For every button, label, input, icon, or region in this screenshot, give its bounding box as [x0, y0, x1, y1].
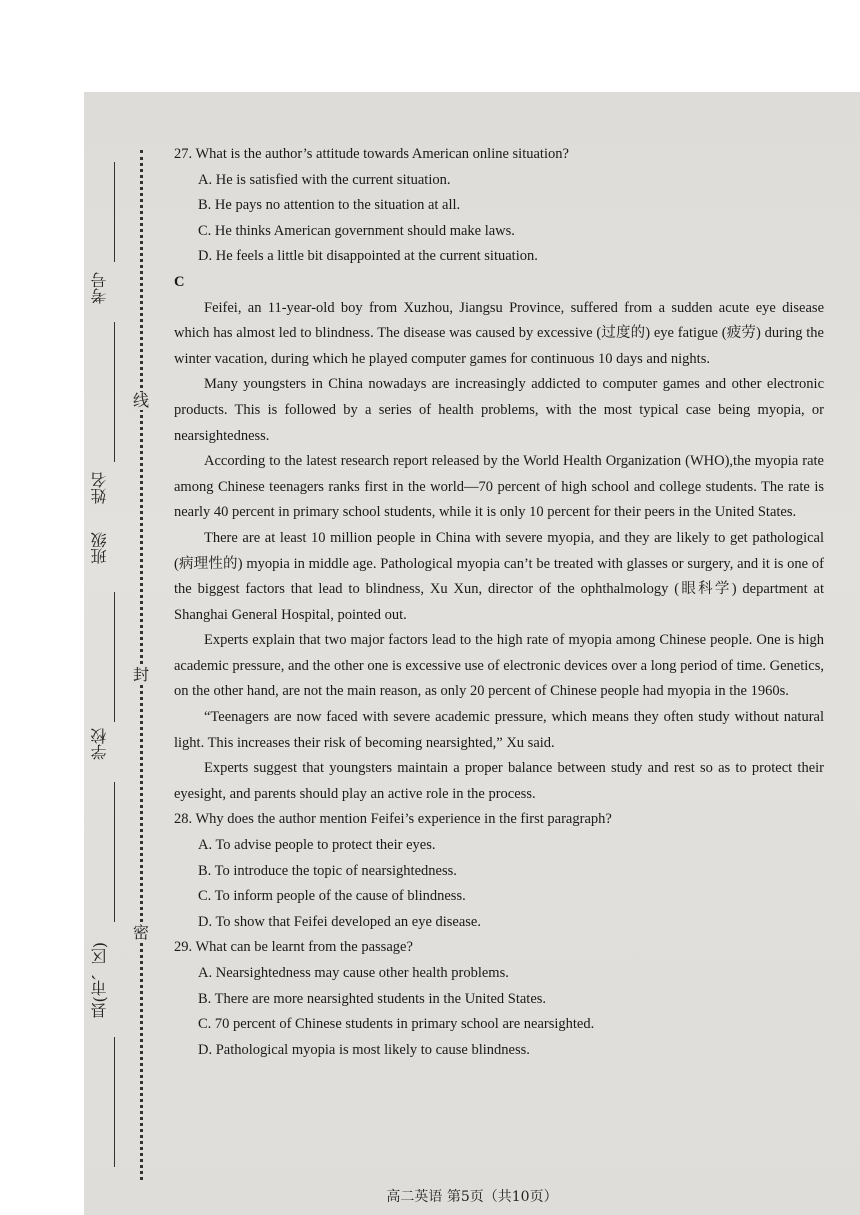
passage-paragraph: “Teenagers are now faced with severe academic pressure, which means they often study without natural light. This increases their risk of becoming nearsighted,” Xu said. [174, 709, 824, 751]
option-a: A. He is satisfied with the current situation. [198, 171, 451, 188]
question-stem: 27. What is the author’s attitude towards American online situation? [174, 146, 569, 162]
question-28 [174, 807, 824, 935]
option-d: D. To show that Feifei developed an eye disease. [198, 913, 481, 930]
field-exam-number: 考号 [90, 272, 109, 304]
reading-passage [174, 296, 824, 808]
option-c: C. To inform people of the cause of blindness. [198, 888, 466, 905]
field-line [114, 782, 115, 922]
passage-paragraph: Feifei, an 11-year-old boy from Xuzhou, Jiangsu Province, suffered from a sudden acute eye disease which has almost led to blindness. The disease was caused by excessive (过度的) eye fatigue (疲劳) during the winter vacation, during which he played computer games for continuous 10 days and nights. [174, 299, 824, 367]
option-c: C. He thinks American government should make laws. [198, 222, 515, 239]
option-b: B. He pays no attention to the situation at all. [198, 197, 461, 214]
section-label: C [174, 273, 185, 290]
question-27 [174, 142, 824, 270]
option-a: A. Nearsightedness may cause other health problems. [198, 965, 509, 981]
field-line [114, 322, 115, 462]
field-school: 学校 [90, 728, 109, 760]
field-line [114, 1037, 115, 1167]
exam-content [174, 142, 824, 1063]
field-county: 县(市、区) [90, 942, 109, 1019]
option-c: C. 70 percent of Chinese students in primary school are nearsighted. [198, 1016, 595, 1033]
question-stem: 29. What can be learnt from the passage? [174, 939, 413, 956]
option-b: B. To introduce the topic of nearsightedness. [198, 862, 457, 879]
page-footer: 高二英语 第5页（共10页） [386, 1189, 558, 1205]
seal-word-xian: 线 [132, 391, 149, 410]
option-a: A. To advise people to protect their eyes. [198, 837, 436, 854]
option-d: D. He feels a little bit disappointed at the current situation. [198, 248, 538, 265]
seal-word-feng: 封 [132, 665, 149, 684]
seal-word-mi: 密 [132, 923, 149, 942]
question-stem: 28. Why does the author mention Feifei’s experience in the first paragraph? [174, 811, 612, 828]
passage-paragraph: Experts explain that two major factors lead to the high rate of myopia among Chinese people. One is high academic pressure, and the other one is excessive use of electronic devices over a long period of time. Genetics, on the other hand, are not the main reason, as only 20 percent of Chinese people had myopia in the 1960s. [174, 632, 824, 700]
passage-paragraph: There are at least 10 million people in China with severe myopia, and they are likely to get pathological (病理性的) myopia in middle age. Pathological myopia can’t be treated with glasses or surgery, and it is one of the biggest factors that lead to blindness, Xu Xun, director of the ophthalmology (眼科学) department at Shanghai General Hospital, pointed out. [174, 529, 824, 623]
field-line [114, 162, 115, 262]
option-d: D. Pathological myopia is most likely to cause blindness. [198, 1041, 530, 1058]
exam-page [84, 92, 860, 1215]
passage-paragraph: Experts suggest that youngsters maintain a proper balance between study and rest so as to protect their eyesight, and parents should play an active role in the process. [174, 760, 824, 802]
field-name: 姓名 [90, 472, 109, 504]
passage-paragraph: According to the latest research report released by the World Health Organization (WHO),the myopia rate among Chinese teenagers ranks first in the world—70 percent of high school and college students. The rate is nearly 40 percent in primary school students, while it is only 10 percent for their peers in the United States. [174, 453, 824, 521]
passage-paragraph: Many youngsters in China nowadays are increasingly addicted to computer games and other electronic products. This is followed by a series of health problems, with the most typical case being myopia, or nearsightedness. [174, 376, 824, 444]
field-line [114, 592, 115, 722]
question-29 [174, 935, 824, 1063]
binding-margin [84, 92, 164, 1215]
field-class: 班级 [90, 532, 109, 564]
option-b: B. There are more nearsighted students in the United States. [198, 990, 547, 1007]
